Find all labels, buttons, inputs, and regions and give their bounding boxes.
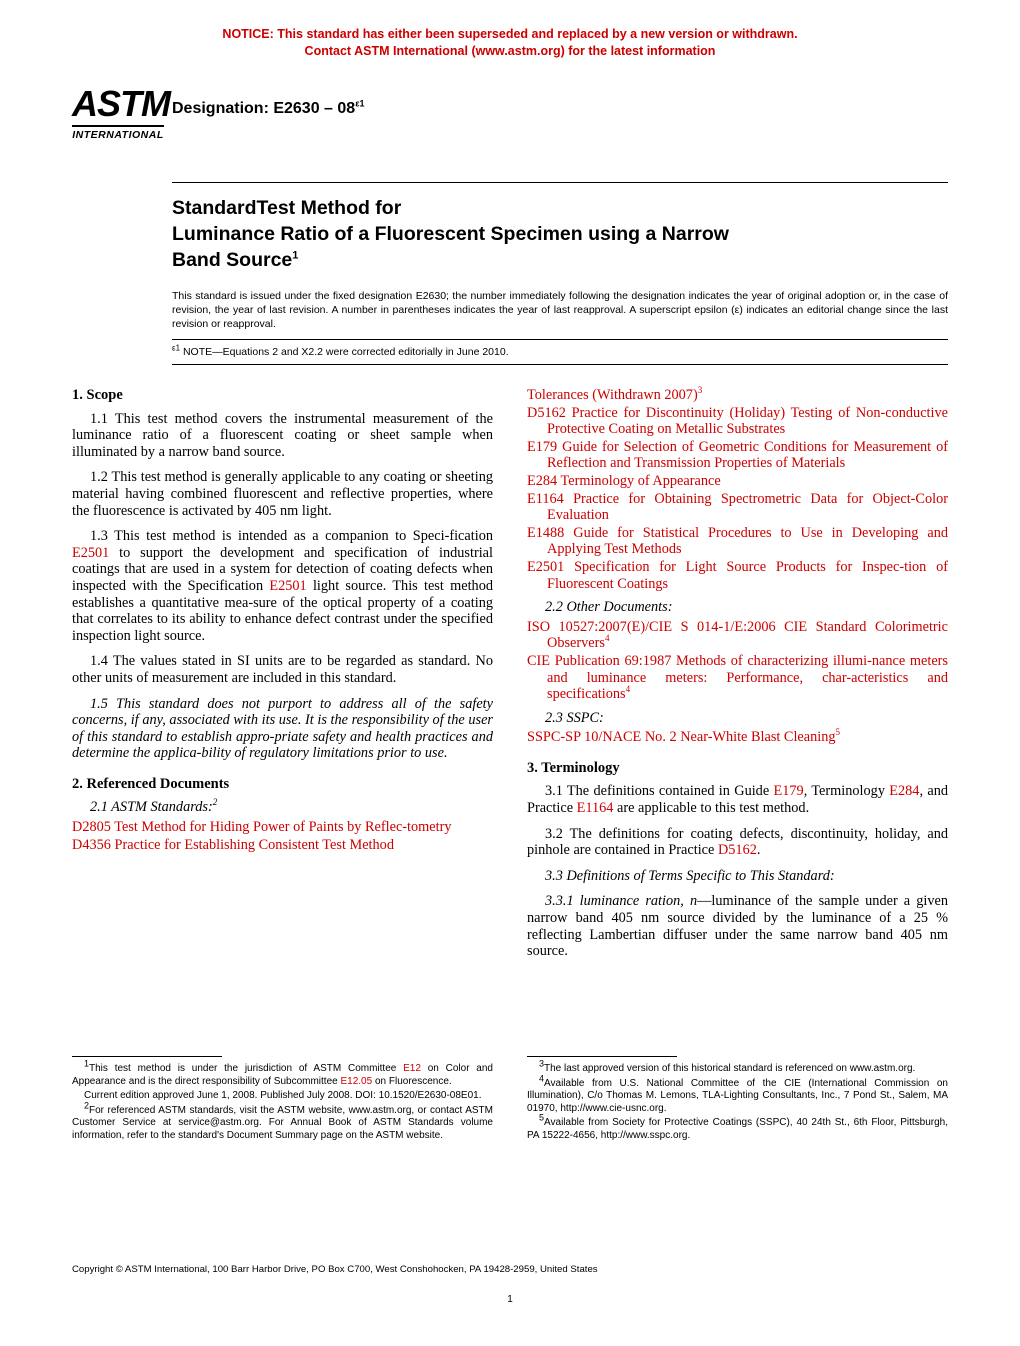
list-item[interactable]: E2501 Specification for Light Source Products for Inspec-tion of Fluorescent Coatings (527, 558, 948, 592)
section-heading-referenced-documents: 2. Referenced Documents (72, 775, 230, 792)
title-block (172, 182, 948, 365)
link-e1205[interactable]: E12.05 (340, 1075, 373, 1087)
paragraph-3-1: 3.1 The definitions contained in Guide E179, Terminology E284, and Practice E1164 are applicable to this test method. (527, 783, 948, 817)
link-e2501-b[interactable]: E2501 (269, 577, 307, 594)
footnotes-left (72, 1056, 493, 1145)
astm-logo-mark: ASTM (72, 83, 170, 124)
designation (172, 100, 364, 118)
paragraph-3-3-1: 3.3.1 luminance ration, n—luminance of the sample under a given narrow band 405 nm source divided by the luminance of a 25 % reflecting Lambertian diffuser under the same narrow band 405 nm source. (527, 893, 948, 960)
footnotes-right (527, 1056, 948, 1145)
page-number: 1 (507, 1294, 513, 1305)
document-header (0, 82, 1020, 162)
paragraph-1-4: 1.4 The values stated in SI units are to be regarded as standard. No other units of measurement are included in this standard. (72, 653, 493, 686)
subsection-2-3: 2.3 SSPC: (545, 709, 604, 726)
section-heading-terminology: 3. Terminology (527, 759, 620, 776)
notice-line-2: Contact ASTM International (www.astm.org) for the latest information (304, 44, 716, 58)
astm-standards-list-continued (527, 387, 948, 592)
copyright-line: Copyright © ASTM International, 100 Barr Harbor Drive, PO Box C700, West Conshohocken, PA 19428-2959, United States (72, 1264, 598, 1275)
list-item[interactable]: ISO 10527:2007(E)/CIE S 014-1/E:2006 CIE Standard Colorimetric Observers$^4$ (527, 618, 948, 652)
link-e179[interactable]: E179 (773, 783, 804, 800)
subsection-2-2: 2.2 Other Documents: (545, 599, 673, 616)
footnote-edition: Current edition approved June 1, 2008. Published July 2008. DOI: 10.1520/E2630-08E01. (84, 1090, 482, 1102)
body-columns (72, 387, 948, 969)
issued-statement: This standard is issued under the fixed designation E2630; the number immediately following the designation indicates the year of original adoption or, in the case of revision, the year of last revision. A number in parentheses indicates the year of last reapproval. A superscript epsilon (ε) indicates an editorial change since the last revision or reapproval. (172, 290, 948, 330)
footnote-divider-left (72, 1056, 222, 1057)
epsilon-divider (172, 364, 948, 365)
astm-standards-list (72, 819, 493, 853)
paragraph-3-2: 3.2 The definitions for coating defects, discontinuity, holiday, and pinhole are contained in Practice D5162. (527, 825, 948, 859)
epsilon-note (172, 340, 948, 364)
list-item[interactable]: D5162 Practice for Discontinuity (Holiday) Testing of Non-conductive Protective Coating on Metallic Substrates (527, 404, 948, 438)
footnote-1: $^1$This test method is under the jurisdiction of ASTM Committee E12 on Color and Appearance and is the direct responsibility of Subcommittee E12.05 on Fluorescence. (72, 1058, 493, 1087)
list-item[interactable]: CIE Publication 69:1987 Methods of characterizing illumi-nance meters and luminance meters: Performance, char-acteristics and specifications$^4$ (527, 652, 948, 703)
list-item[interactable]: SSPC-SP 10/NACE No. 2 Near-White Blast Cleaning$^5$ (527, 727, 841, 746)
list-item[interactable]: E179 Guide for Selection of Geometric Conditions for Measurement of Reflection and Transmission Properties of Materials (527, 438, 948, 472)
paragraph-1-2: 1.2 This test method is generally applicable to any coating or sheeting material having combined fluorescent and reflective properties, where the fluorescence is activated by 405 nm light. (72, 469, 493, 519)
link-e12[interactable]: E12 (403, 1063, 421, 1074)
epsilon-marker: ε1 (172, 343, 181, 353)
footnote-5: $^5$Available from Society for Protective Coatings (SSPC), 40 24th St., 6th Floor, Pittsburgh, PA 15222-4656, http://www.sspc.org. (527, 1113, 948, 1141)
paragraph-1-3: 1.3 This test method is intended as a companion to Speci-fication E2501 to support the development and specification of industrial coatings that are used in a system for detection of coating defects when inspected with the Specification E2501 light source. This test method establishes a quantitative mea-sure of the optical property of a coating that correlates to its ability to enhance defect contrast under the specified inspection light source. (72, 528, 493, 644)
designation-label: Designation: E2630 – 08 (172, 100, 356, 117)
withdrawal-notice (0, 26, 1020, 60)
link-d5162[interactable]: D5162 (717, 842, 757, 859)
title-footnote-marker: 1 (292, 249, 299, 262)
paragraph-1-5: 1.5 This standard does not purport to address all of the safety concerns, if any, associated with its use. It is the responsibility of the user of this standard to establish appro-priate safety and health practices and determine the applica-bility of regulatory limitations prior to use. (72, 695, 493, 762)
list-item[interactable]: E284 Terminology of Appearance (527, 472, 721, 489)
astm-logo (72, 83, 170, 156)
link-e1164[interactable]: E1164 (576, 800, 614, 817)
other-documents-list (527, 619, 948, 703)
paragraph-1-1: 1.1 This test method covers the instrumental measurement of the luminance ratio of a fluorescent coating or sheet sample when illuminated by a narrow band source. (72, 410, 493, 460)
link-e284[interactable]: E284 (889, 783, 920, 800)
title-line-3: Band Source$^1$ (172, 249, 299, 271)
list-item[interactable]: Tolerances (Withdrawn 2007)$^3$ (527, 385, 703, 403)
astm-logo-sub: INTERNATIONAL (72, 125, 164, 141)
list-item[interactable]: D2805 Test Method for Hiding Power of Paints by Reflec-tometry (72, 819, 452, 836)
page-title (172, 195, 948, 273)
section-heading-scope: 1. Scope (72, 387, 123, 403)
left-column (72, 387, 493, 969)
subsection-2-1: 2.1 ASTM Standards:$^2$ (90, 797, 218, 816)
footnote-4: $^4$Available from U.S. National Committee of the CIE (International Commission on Illumination), C/o Thomas M. Lemons, TLA-Lighting Consultants, Inc., 7 Pond St., Salem, MA 01970, http://www.cie-usnc.org. (527, 1073, 948, 1114)
link-e2501-a[interactable]: E2501 (72, 544, 110, 561)
sspc-list (527, 729, 948, 746)
list-item[interactable]: E1164 Practice for Obtaining Spectrometric Data for Object-Color Evaluation (527, 490, 948, 524)
epsilon-note-text: NOTE—Equations 2 and X2.2 were corrected editorially in June 2010. (182, 346, 509, 358)
notice-line-1: NOTICE: This standard has either been superseded and replaced by a new version or withdrawn. (222, 27, 798, 41)
footnote-divider-right (527, 1056, 677, 1057)
title-line-2: Luminance Ratio of a Fluorescent Specimen using a Narrow (172, 223, 729, 245)
right-column (527, 387, 948, 969)
list-item[interactable]: E1488 Guide for Statistical Procedures to Use in Developing and Applying Test Methods (527, 524, 948, 558)
footnotes (72, 1056, 948, 1145)
footnote-2: $^2$For referenced ASTM standards, visit the ASTM website, www.astm.org, or contact ASTM Customer Service at service@astm.org. For Annual Book of ASTM Standards volume information, refer to the standard's Document Summary page on the ASTM website. (72, 1100, 493, 1141)
footnote-3: $^3$The last approved version of this historical standard is referenced on www.astm.org. (539, 1058, 916, 1074)
designation-superscript: ε1 (355, 98, 365, 109)
list-item[interactable]: D4356 Practice for Establishing Consistent Test Method (72, 836, 394, 853)
paragraph-3-3: 3.3 Definitions of Terms Specific to This Standard: (545, 867, 835, 884)
title-divider (172, 182, 948, 183)
title-line-1: StandardTest Method for (172, 197, 402, 219)
document-page (0, 26, 1020, 1346)
